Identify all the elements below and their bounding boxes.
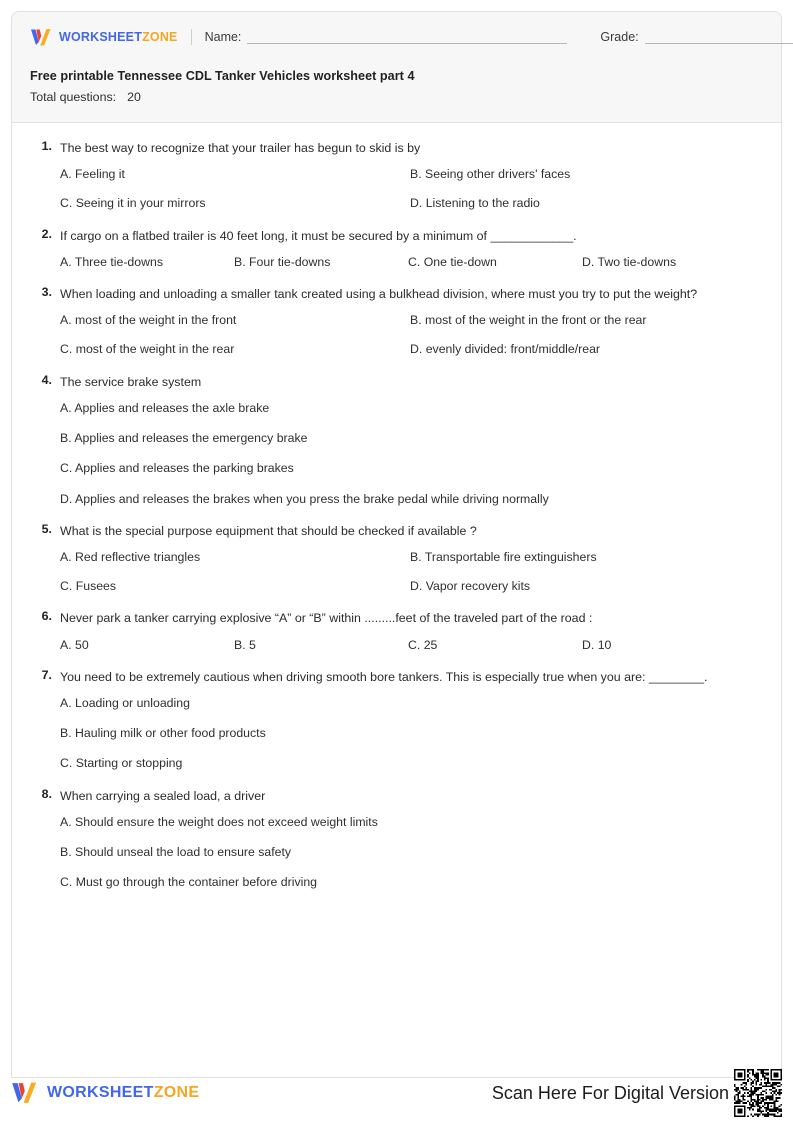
option-row	[60, 814, 765, 831]
question-text: What is the special purpose equipment that should be checked if available ?	[60, 523, 477, 538]
option-choice[interactable]: A. 50	[60, 637, 89, 652]
question-item	[28, 285, 765, 359]
name-label: Name:	[204, 30, 242, 44]
option-choice[interactable]: B. 5	[234, 637, 256, 652]
option-choice[interactable]: B. Hauling milk or other food products	[60, 726, 266, 741]
qr-code-icon[interactable]	[734, 1069, 782, 1117]
option-row	[60, 549, 765, 566]
option-choice[interactable]: A. Three tie-downs	[60, 254, 163, 269]
option-choice[interactable]: C. One tie-down	[408, 254, 497, 269]
question-number: 6.	[41, 609, 52, 624]
question-line	[28, 227, 765, 246]
option-row	[60, 341, 765, 358]
option-choice[interactable]: D. Applies and releases the brakes when you press the brake pedal while driving normally	[60, 491, 549, 506]
question-item	[28, 522, 765, 596]
option-list	[28, 814, 765, 892]
question-item	[28, 609, 765, 653]
option-choice[interactable]: C. Must go through the container before driving	[60, 875, 318, 890]
footer-brand-logo-text	[47, 1084, 199, 1102]
option-choice[interactable]: A. Applies and releases the axle brake	[60, 400, 270, 415]
question-number: 3.	[41, 285, 52, 300]
option-row	[60, 195, 765, 212]
option-row	[60, 491, 765, 508]
question-item	[28, 787, 765, 892]
option-choice[interactable]: C. Starting or stopping	[60, 756, 183, 771]
option-list	[28, 400, 765, 508]
option-choice[interactable]: C. Applies and releases the parking brakes	[60, 461, 294, 476]
option-choice[interactable]: A. Feeling it	[60, 167, 125, 182]
footer-brand-word-zone: ZONE	[153, 1084, 200, 1101]
option-row	[60, 254, 765, 271]
question-line	[28, 139, 765, 158]
question-line	[28, 522, 765, 541]
question-text: When loading and unloading a smaller tank created using a bulkhead division, where must you try to put the weight?	[60, 287, 698, 302]
option-row	[60, 460, 765, 477]
option-list	[28, 166, 765, 212]
worksheet-footer	[11, 1073, 782, 1113]
question-item	[28, 373, 765, 508]
header-divider	[191, 29, 192, 45]
footer-brand-logo	[11, 1081, 199, 1105]
option-choice[interactable]: B. most of the weight in the front or the rear	[410, 313, 647, 328]
question-text: You need to be extremely cautious when driving smooth bore tankers. This is especially true when you are: ________.	[60, 669, 708, 684]
option-choice[interactable]: D. evenly divided: front/middle/rear	[410, 342, 601, 357]
option-choice[interactable]: B. Should unseal the load to ensure safety	[60, 845, 292, 859]
option-list	[28, 549, 765, 595]
option-row	[60, 874, 765, 891]
option-choice[interactable]: B. Transportable fire extinguishers	[410, 549, 597, 564]
option-choice[interactable]: D. Two tie-downs	[582, 254, 677, 269]
question-line	[28, 373, 765, 392]
option-row	[60, 725, 765, 742]
question-number: 4.	[41, 372, 52, 387]
total-questions	[30, 90, 763, 104]
question-line	[28, 285, 765, 304]
option-row	[60, 578, 765, 595]
option-list	[28, 254, 765, 271]
total-questions-label: Total questions:	[30, 90, 117, 104]
option-row	[60, 695, 765, 712]
option-row	[60, 400, 765, 417]
option-choice[interactable]: B. Four tie-downs	[234, 254, 331, 269]
worksheet-title: Free printable Tennessee CDL Tanker Vehicles worksheet part 4	[30, 69, 415, 83]
option-choice[interactable]: C. Seeing it in your mirrors	[60, 196, 206, 211]
brand-word-worksheet: WORKSHEET	[59, 30, 143, 44]
option-row	[60, 844, 765, 861]
question-line	[28, 787, 765, 806]
option-list	[28, 637, 765, 654]
worksheet-header	[11, 11, 782, 123]
option-list	[28, 312, 765, 358]
option-choice[interactable]: A. Red reflective triangles	[60, 549, 201, 564]
question-line	[28, 609, 765, 628]
option-list	[28, 695, 765, 773]
option-choice[interactable]: B. Seeing other drivers' faces	[410, 167, 571, 182]
option-row	[60, 430, 765, 447]
question-number: 7.	[41, 667, 52, 682]
question-item	[28, 668, 765, 773]
grade-label: Grade:	[600, 30, 639, 44]
option-row	[60, 637, 765, 654]
question-text: The best way to recognize that your trailer has begun to skid is by	[60, 141, 421, 155]
question-text: The service brake system	[60, 374, 202, 389]
grade-field	[600, 30, 793, 44]
option-choice[interactable]: C. 25	[408, 637, 438, 652]
question-item	[28, 227, 765, 271]
worksheet-zone-logo-icon	[11, 1081, 38, 1105]
question-number: 1.	[41, 139, 52, 153]
brand-logo-text	[59, 30, 178, 44]
question-number: 5.	[41, 521, 52, 536]
question-line	[28, 668, 765, 687]
option-choice[interactable]: A. most of the weight in the front	[60, 313, 237, 328]
total-questions-value: 20	[127, 90, 141, 104]
footer-brand-word-worksheet: WORKSHEET	[47, 1084, 154, 1101]
name-input-rule[interactable]	[247, 30, 567, 44]
question-text: When carrying a sealed load, a driver	[60, 788, 266, 803]
brand-logo	[30, 28, 178, 47]
option-row	[60, 755, 765, 772]
option-choice[interactable]: C. most of the weight in the rear	[60, 342, 235, 357]
option-row	[60, 312, 765, 329]
worksheet-sheet	[11, 11, 782, 1078]
question-number: 8.	[41, 786, 52, 801]
brand-word-zone: ZONE	[142, 30, 178, 44]
question-text: If cargo on a flatbed trailer is 40 feet long, it must be secured by a minimum of ____________.	[60, 228, 577, 243]
header-top-row	[30, 25, 763, 49]
option-choice[interactable]: A. Loading or unloading	[60, 695, 190, 710]
option-choice[interactable]: D. Vapor recovery kits	[410, 579, 531, 594]
option-choice[interactable]: D. 10	[582, 637, 612, 652]
option-choice[interactable]: C. Fusees	[60, 579, 117, 594]
option-choice[interactable]: B. Applies and releases the emergency brake	[60, 431, 308, 446]
grade-input-rule[interactable]	[645, 30, 793, 44]
scan-here-text: Scan Here For Digital Version	[491, 1082, 729, 1103]
option-choice[interactable]: A. Should ensure the weight does not exceed weight limits	[60, 814, 378, 829]
question-item	[28, 139, 765, 213]
option-choice[interactable]: D. Listening to the radio	[410, 196, 540, 211]
question-text: Never park a tanker carrying explosive “A” or “B” within .........feet of the traveled part of the road :	[60, 611, 593, 626]
questions-container	[11, 123, 782, 1078]
option-row	[60, 166, 765, 183]
worksheet-zone-logo-icon	[30, 28, 52, 47]
question-number: 2.	[41, 226, 52, 241]
